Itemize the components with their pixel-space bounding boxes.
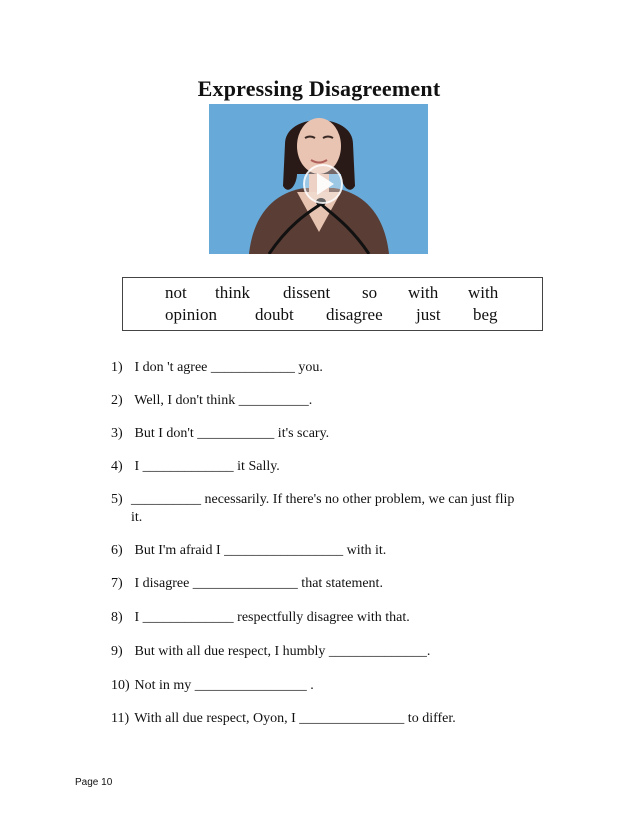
question-text: __________ necessarily. If there's no other problem, we can just flip bbox=[131, 492, 515, 507]
question-text: I _____________ it Sally. bbox=[134, 459, 280, 474]
word-bank-item: so bbox=[362, 283, 378, 302]
question-item bbox=[111, 710, 456, 728]
word-bank-item: dissent bbox=[283, 283, 331, 302]
question-item bbox=[111, 542, 386, 560]
video-thumbnail[interactable] bbox=[209, 104, 428, 254]
question-number: 7) bbox=[111, 576, 123, 591]
question-text: I don 't agree ____________ you. bbox=[134, 360, 323, 375]
word-bank bbox=[122, 277, 543, 331]
question-text: With all due respect, Oyon, I _______________ to differ. bbox=[134, 711, 456, 726]
word-bank-item: think bbox=[215, 283, 250, 302]
word-bank-item: doubt bbox=[255, 305, 294, 324]
question-item bbox=[111, 458, 280, 476]
word-bank-row-1 bbox=[123, 283, 542, 303]
word-bank-row-2 bbox=[123, 305, 542, 325]
question-number: 3) bbox=[111, 426, 123, 441]
question-number: 11) bbox=[111, 711, 130, 726]
question-text: But with all due respect, I humbly ______________. bbox=[134, 644, 431, 659]
question-item bbox=[111, 609, 410, 627]
question-text: But I don't ___________ it's scary. bbox=[134, 426, 330, 441]
question-item bbox=[111, 425, 329, 443]
play-icon[interactable] bbox=[304, 165, 342, 203]
question-number: 4) bbox=[111, 459, 123, 474]
question-item bbox=[111, 677, 314, 695]
word-bank-item: not bbox=[165, 283, 187, 302]
page-number: Page 10 bbox=[75, 777, 113, 788]
question-text-continuation: it. bbox=[131, 510, 143, 525]
word-bank-item: disagree bbox=[326, 305, 383, 324]
question-item bbox=[111, 359, 323, 377]
word-bank-item: opinion bbox=[165, 305, 217, 324]
question-item bbox=[111, 575, 383, 593]
question-text: But I'm afraid I _________________ with it. bbox=[134, 543, 387, 558]
word-bank-item: beg bbox=[473, 305, 498, 324]
page-title: Expressing Disagreement bbox=[197, 76, 441, 101]
question-number: 5) bbox=[111, 492, 123, 507]
word-bank-item: with bbox=[468, 283, 499, 302]
question-text: I disagree _______________ that statement. bbox=[134, 576, 383, 591]
question-number: 6) bbox=[111, 543, 123, 558]
question-item bbox=[111, 491, 536, 527]
question-text: Not in my ________________ . bbox=[134, 678, 314, 693]
speaker-image bbox=[209, 104, 428, 254]
question-item bbox=[111, 643, 430, 661]
question-item bbox=[111, 392, 312, 410]
question-number: 8) bbox=[111, 610, 123, 625]
question-number: 1) bbox=[111, 360, 123, 375]
question-number: 9) bbox=[111, 644, 123, 659]
question-number: 10) bbox=[111, 678, 130, 693]
question-text: Well, I don't think __________. bbox=[134, 393, 313, 408]
word-bank-item: just bbox=[416, 305, 441, 324]
word-bank-item: with bbox=[408, 283, 439, 302]
question-number: 2) bbox=[111, 393, 123, 408]
question-text: I _____________ respectfully disagree with that. bbox=[134, 610, 410, 625]
